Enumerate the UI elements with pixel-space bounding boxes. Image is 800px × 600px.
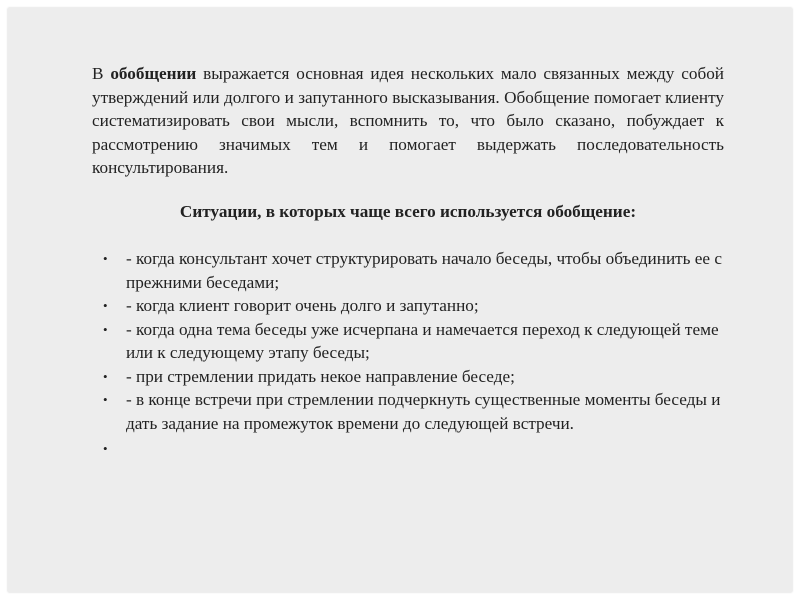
list-item bbox=[92, 318, 724, 365]
bullet-icon: • bbox=[103, 392, 108, 407]
list-item bbox=[92, 247, 724, 294]
bullet-icon: • bbox=[103, 251, 108, 266]
list-item bbox=[92, 365, 724, 389]
paragraph-term: обобщении bbox=[110, 64, 197, 83]
list-item bbox=[92, 294, 724, 318]
list-item-text: - когда одна тема беседы уже исчерпана и намечается переход к следующей теме или к следующему этапу беседы; bbox=[126, 319, 719, 362]
list-item-empty bbox=[92, 437, 724, 461]
situations-heading: Ситуации, в которых чаще всего используется обобщение: bbox=[179, 201, 637, 221]
paragraph-body: выражается основная идея нескольких мало связанных между собой утверждений или долгого и запутанного высказывания. Обобщение помогает клиенту систематизировать свои мысли, вспомнить то, что было сказано, побуждает к рассмотрению значимых тем и помогает выдержать последовательность консультирования. bbox=[92, 64, 724, 177]
list-item bbox=[92, 388, 724, 435]
list-item-text: - в конце встречи при стремлении подчеркнуть существенные моменты беседы и дать задание на промежуток времени до следующей встречи. bbox=[126, 390, 721, 433]
slide bbox=[8, 8, 792, 592]
bullet-icon: • bbox=[103, 321, 108, 337]
bullet-icon: • bbox=[103, 441, 108, 456]
slide-content bbox=[92, 62, 724, 461]
bullet-icon: • bbox=[103, 298, 108, 313]
list-item-text: - когда клиент говорит очень долго и запутанно; bbox=[126, 296, 479, 315]
list-item-text: - когда консультант хочет структурировать начало беседы, чтобы объединить ее с прежними беседами; bbox=[126, 249, 722, 292]
intro-paragraph bbox=[92, 62, 724, 180]
situations-list bbox=[92, 247, 724, 461]
bullet-icon: • bbox=[103, 368, 108, 384]
paragraph-lead: В bbox=[92, 64, 111, 83]
list-item-text: - при стремлении придать некое направление беседе; bbox=[126, 366, 515, 386]
